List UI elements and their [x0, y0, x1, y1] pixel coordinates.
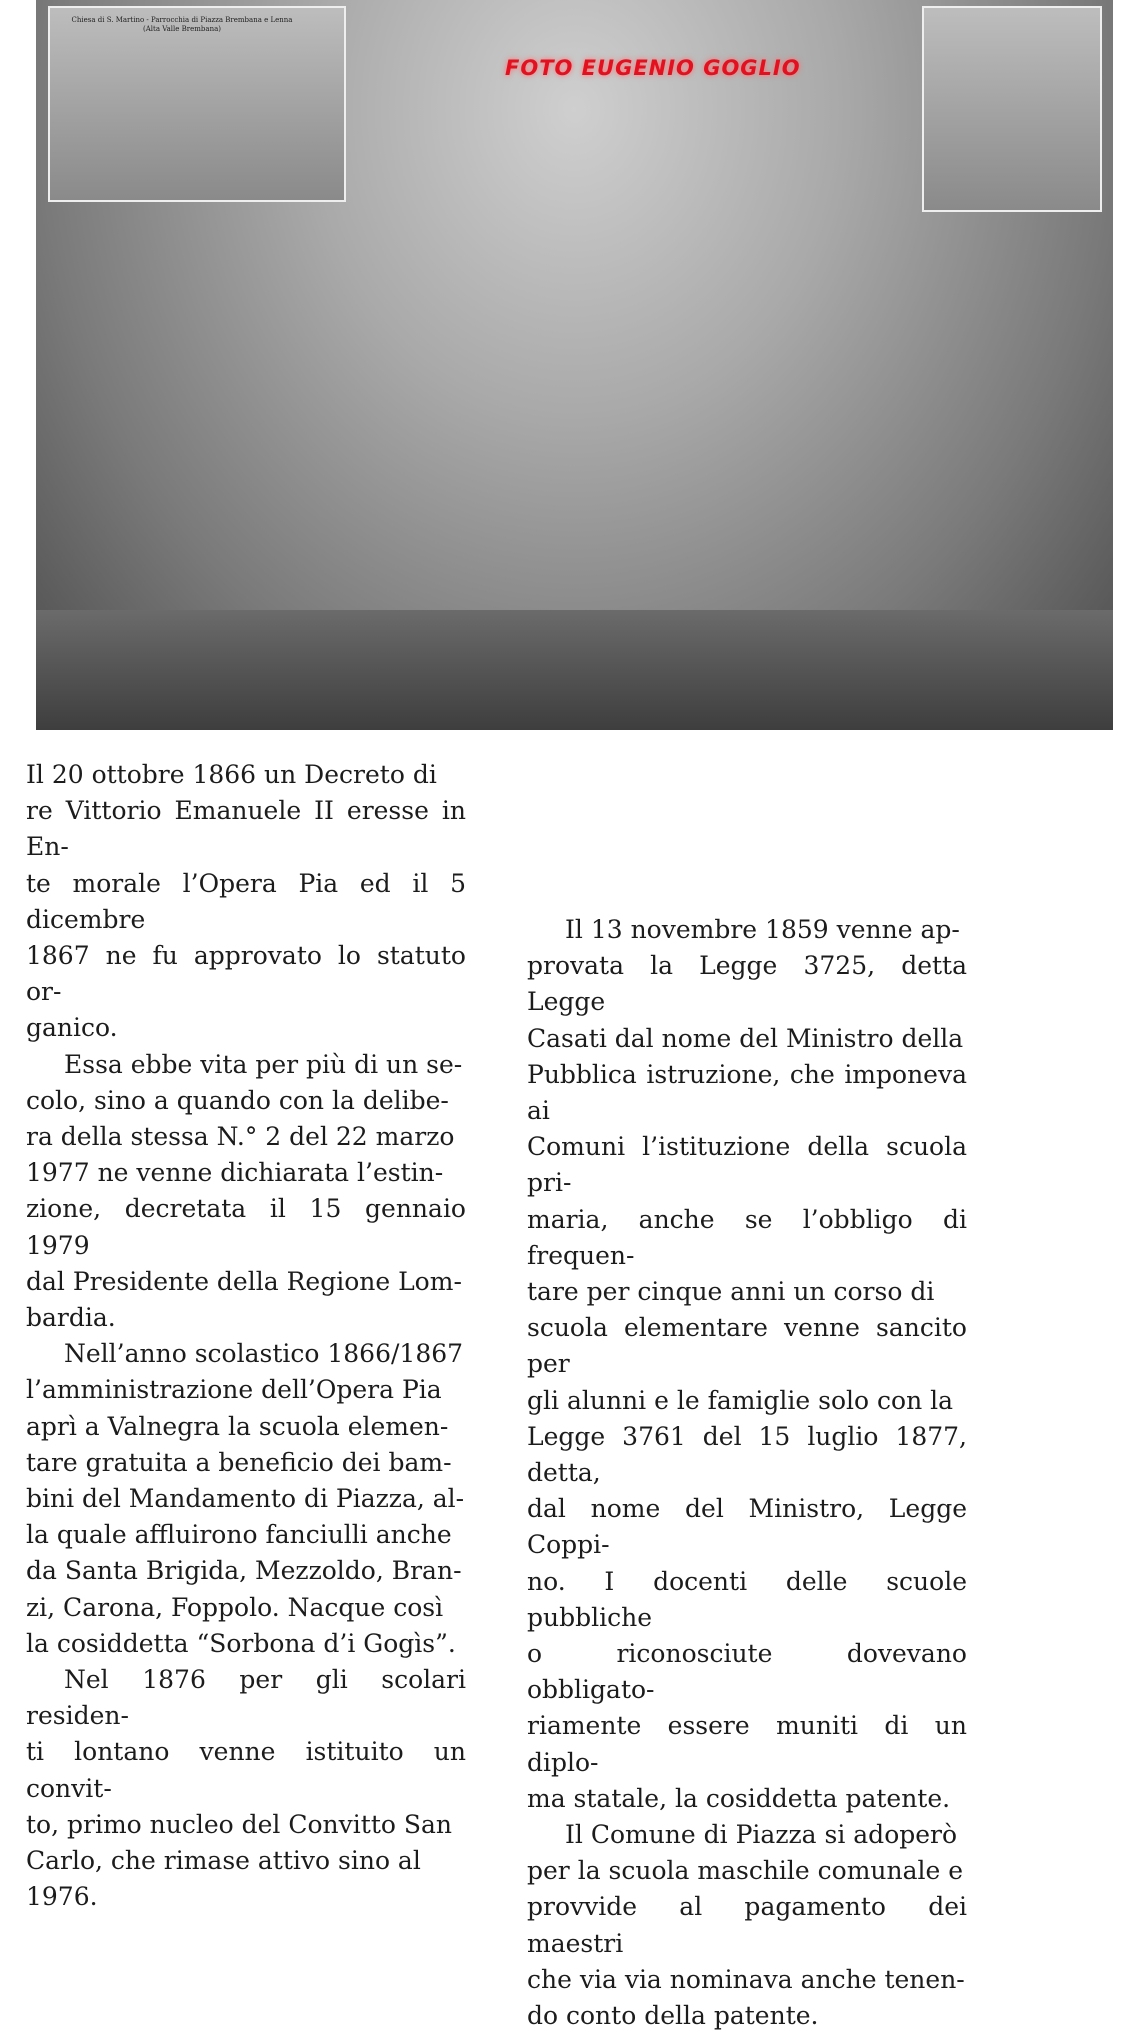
text-line: gli alunni e le famiglie solo con la: [527, 1385, 954, 1415]
text-line: riamente essere muniti di un diplo-: [527, 1711, 967, 1777]
postcard-caption-line: Chiesa di S. Martino - Parrocchia di Piazza Brembana e Lenna: [71, 16, 293, 24]
church-photo-inset-right: [922, 6, 1102, 212]
text-line: Nell’anno scolastico 1866/1867: [64, 1339, 464, 1369]
text-line: tare per cinque anni un corso di: [527, 1277, 935, 1307]
text-line: re Vittorio Emanuele II eresse in En-: [26, 796, 466, 862]
photo-credit: FOTO EUGENIO GOGLIO: [505, 56, 801, 80]
text-line: bardia.: [26, 1303, 116, 1333]
text-line: provata la Legge 3725, detta Legge: [527, 951, 967, 1017]
text-line: aprì a Valnegra la scuola elemen-: [26, 1411, 449, 1441]
postcard-caption-line: (Alta Valle Brembana): [142, 25, 221, 33]
paragraph: [26, 1336, 466, 1662]
text-line: 1976.: [26, 1882, 98, 1912]
postcard-caption: [70, 16, 294, 34]
text-line: Carlo, che rimase attivo sino al: [26, 1846, 421, 1876]
text-line: Il 20 ottobre 1866 un Decreto di: [26, 760, 437, 789]
text-line: Il 13 novembre 1859 venne ap-: [565, 915, 960, 944]
text-line: maria, anche se l’obbligo di frequen-: [527, 1204, 967, 1270]
left-text-column: [26, 757, 466, 1916]
text-line: zi, Carona, Foppolo. Nacque così: [26, 1592, 444, 1622]
text-line: ma statale, la cosiddetta patente.: [527, 1783, 951, 1813]
text-line: per la scuola maschile comunale e: [527, 1856, 964, 1886]
text-line: te morale l’Opera Pia ed il 5 dicembre: [26, 868, 466, 934]
text-line: 1977 ne venne dichiarata l’estin-: [26, 1158, 444, 1188]
paragraph: [26, 1047, 466, 1337]
text-line: colo, sino a quando con la delibe-: [26, 1085, 449, 1115]
text-line: do conto della patente.: [527, 2001, 819, 2031]
text-line: dal nome del Ministro, Legge Coppi-: [527, 1494, 967, 1560]
text-line: l’amministrazione dell’Opera Pia: [26, 1375, 442, 1405]
text-line: Pubblica istruzione, che imponeva ai: [527, 1059, 967, 1126]
paragraph: [26, 1662, 466, 1915]
text-line: tare gratuita a beneficio dei bam-: [26, 1447, 452, 1477]
text-line: to, primo nucleo del Convitto San: [26, 1809, 453, 1839]
text-line: la quale affluirono fanciulli anche: [26, 1520, 452, 1550]
text-line: provvide al pagamento dei maestri: [527, 1892, 967, 1958]
text-line: ra della stessa N.° 2 del 22 marzo: [26, 1122, 455, 1152]
text-line: Nel 1876 per gli scolari residen-: [26, 1665, 466, 1731]
text-line: zione, decretata il 15 gennaio 1979: [26, 1194, 466, 1260]
text-line: la cosiddetta “Sorbona d’i Gogìs”.: [26, 1628, 456, 1658]
text-line: Legge 3761 del 15 luglio 1877, detta,: [527, 1421, 967, 1488]
photo-ground: [36, 610, 1113, 730]
text-line: o riconosciute dovevano obbligato-: [527, 1639, 967, 1705]
right-text-column: [527, 912, 967, 2034]
paragraph: [527, 1817, 967, 2034]
text-line: dal Presidente della Regione Lom-: [26, 1266, 462, 1296]
text-line: ganico.: [26, 1013, 118, 1043]
text-line: che via via nominava anche tenen-: [527, 1964, 965, 1994]
text-line: no. I docenti delle scuole pubbliche: [527, 1566, 967, 1632]
text-line: 1867 ne fu approvato lo statuto or-: [26, 941, 466, 1007]
text-line: Essa ebbe vita per più di un se-: [64, 1049, 463, 1079]
church-postcard-inset-left: [48, 6, 346, 202]
text-line: Casati dal nome del Ministro della: [527, 1023, 964, 1053]
text-line: Il Comune di Piazza si adoperò: [565, 1820, 958, 1850]
paragraph: [26, 757, 466, 1047]
text-line: Comuni l’istituzione della scuola pri-: [527, 1132, 967, 1198]
text-line: da Santa Brigida, Mezzoldo, Bran-: [26, 1556, 462, 1586]
paragraph: [527, 912, 967, 1817]
text-line: ti lontano venne istituito un convit-: [26, 1737, 466, 1803]
text-line: bini del Mandamento di Piazza, al-: [26, 1484, 465, 1514]
text-line: scuola elementare venne sancito per: [527, 1313, 967, 1379]
